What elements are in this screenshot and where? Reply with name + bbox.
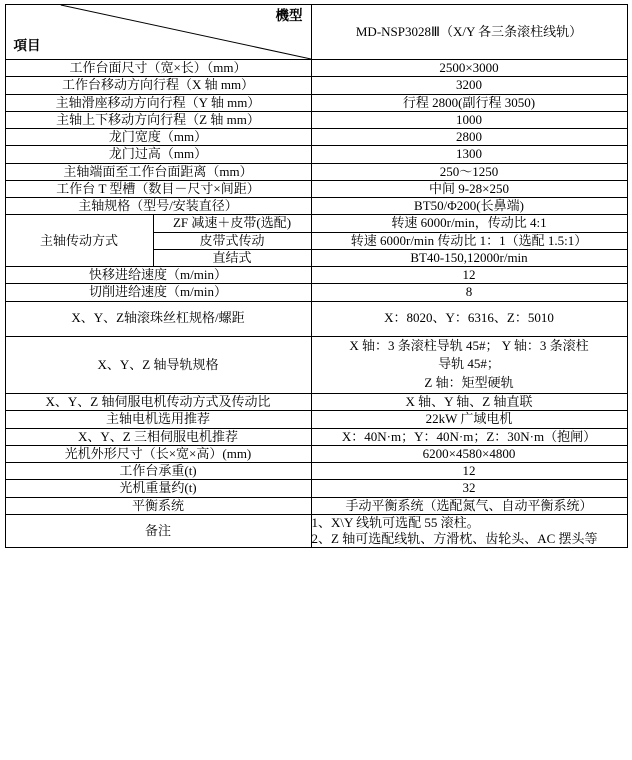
table-row [5, 163, 627, 180]
row-value: 1000 [311, 111, 627, 128]
row-value: BT50/Φ200(长鼻端) [311, 198, 627, 215]
specification-table [5, 4, 628, 548]
row-label: 工作台移动方向行程（X 轴 mm） [5, 77, 311, 94]
row-value: X：8020、Y：6316、Z：5010 [311, 301, 627, 336]
row-value: 250～1250 [311, 163, 627, 180]
table-row [5, 129, 627, 146]
row-label: 龙门宽度（mm） [5, 129, 311, 146]
table-row [5, 94, 627, 111]
row-label: 主轴规格（型号/安装直径） [5, 198, 311, 215]
row-label: 平衡系统 [5, 497, 311, 514]
spindle-drive-option-value: BT40-150,12000r/min [311, 249, 627, 266]
guideway-line-1: X 轴：3 条滚柱导轨 45#； Y 轴：3 条滚柱 [349, 337, 589, 353]
remark-value [311, 514, 627, 548]
row-label: 光机外形尺寸（长×宽×高）(mm) [5, 445, 311, 462]
row-label: X、Y、Z 轴伺服电机传动方式及传动比 [5, 394, 311, 411]
row-value: 行程 2800(副行程 3050) [311, 94, 627, 111]
table-row [5, 146, 627, 163]
table-row [5, 301, 627, 336]
table-row [5, 198, 627, 215]
table-row-spindle-drive-1 [5, 215, 627, 232]
guideway-line-3: Z 轴：矩型硬轨 [424, 375, 514, 391]
header-model-title: MD-NSP3028Ⅲ（X/Y 各三条滚柱线轨） [311, 5, 627, 60]
spindle-drive-group-label: 主轴传动方式 [5, 215, 153, 267]
table-row-remark [5, 514, 627, 548]
row-label: X、Y、Z轴滚珠丝杠规格/螺距 [5, 301, 311, 336]
row-label: 工作台承重(t) [5, 463, 311, 480]
spindle-drive-option-label: 皮带式传动 [153, 232, 311, 249]
guideway-value [311, 336, 627, 394]
row-label: 主轴滑座移动方向行程（Y 轴 mm） [5, 94, 311, 111]
row-value: 中间 9-28×250 [311, 180, 627, 197]
spindle-drive-option-label: ZF 减速＋皮带(选配) [153, 215, 311, 232]
remark-item: 1、X\Y 线轨可选配 55 滚柱。 [311, 514, 480, 530]
row-label: 主轴电机选用推荐 [5, 411, 311, 428]
table-row [5, 60, 627, 77]
row-value: 12 [311, 267, 627, 284]
row-value: X 轴、Y 轴、Z 轴直联 [311, 394, 627, 411]
table-row [5, 428, 627, 445]
row-label: 光机重量约(t) [5, 480, 311, 497]
table-row [5, 180, 627, 197]
header-model-label: 機型 [275, 8, 303, 23]
table-row [5, 77, 627, 94]
row-label: 工作台 T 型槽（数目－尺寸×间距） [5, 180, 311, 197]
spindle-drive-option-value: 转速 6000r/min，传动比 4:1 [311, 215, 627, 232]
row-value: 12 [311, 463, 627, 480]
guideway-label: X、Y、Z 轴导轨规格 [5, 336, 311, 394]
table-row-guideway [5, 336, 627, 394]
spindle-drive-option-value: 转速 6000r/min 传动比 1：1（选配 1.5:1） [311, 232, 627, 249]
table-row [5, 394, 627, 411]
row-label: 主轴上下移动方向行程（Z 轴 mm） [5, 111, 311, 128]
table-row [5, 111, 627, 128]
row-label: 工作台面尺寸（宽×长）（mm） [5, 60, 311, 77]
spindle-drive-option-label: 直结式 [153, 249, 311, 266]
diagonal-line-icon [6, 5, 311, 59]
header-item-label: 項目 [13, 38, 41, 54]
table-row [5, 267, 627, 284]
remark-label: 备注 [5, 514, 311, 548]
remark-item: 2、Z 轴可选配线轨、方滑枕、齿轮头、AC 摆头等 [311, 531, 598, 547]
table-row [5, 445, 627, 462]
table-row [5, 411, 627, 428]
row-value: 32 [311, 480, 627, 497]
row-value: 1300 [311, 146, 627, 163]
row-label: 龙门过高（mm） [5, 146, 311, 163]
row-label: X、Y、Z 三相伺服电机推荐 [5, 428, 311, 445]
table-row [5, 480, 627, 497]
row-value: 22kW 广域电机 [311, 411, 627, 428]
table-header-row [5, 5, 627, 60]
row-value: 手动平衡系统（选配氮气、自动平衡系统） [311, 497, 627, 514]
row-value: 2800 [311, 129, 627, 146]
row-label: 主轴端面至工作台面距离（mm） [5, 163, 311, 180]
row-label: 快移进给速度（m/min） [5, 267, 311, 284]
table-row [5, 284, 627, 301]
row-value: 6200×4580×4800 [311, 445, 627, 462]
header-diagonal-cell [5, 5, 311, 60]
row-value: 2500×3000 [311, 60, 627, 77]
row-value: X：40N·m；Y：40N·m；Z：30N·m（抱闸） [311, 428, 627, 445]
guideway-line-2: 导轨 45#； [438, 356, 500, 372]
table-row [5, 497, 627, 514]
row-label: 切削进给速度（m/min） [5, 284, 311, 301]
row-value: 3200 [311, 77, 627, 94]
row-value: 8 [311, 284, 627, 301]
table-row [5, 463, 627, 480]
